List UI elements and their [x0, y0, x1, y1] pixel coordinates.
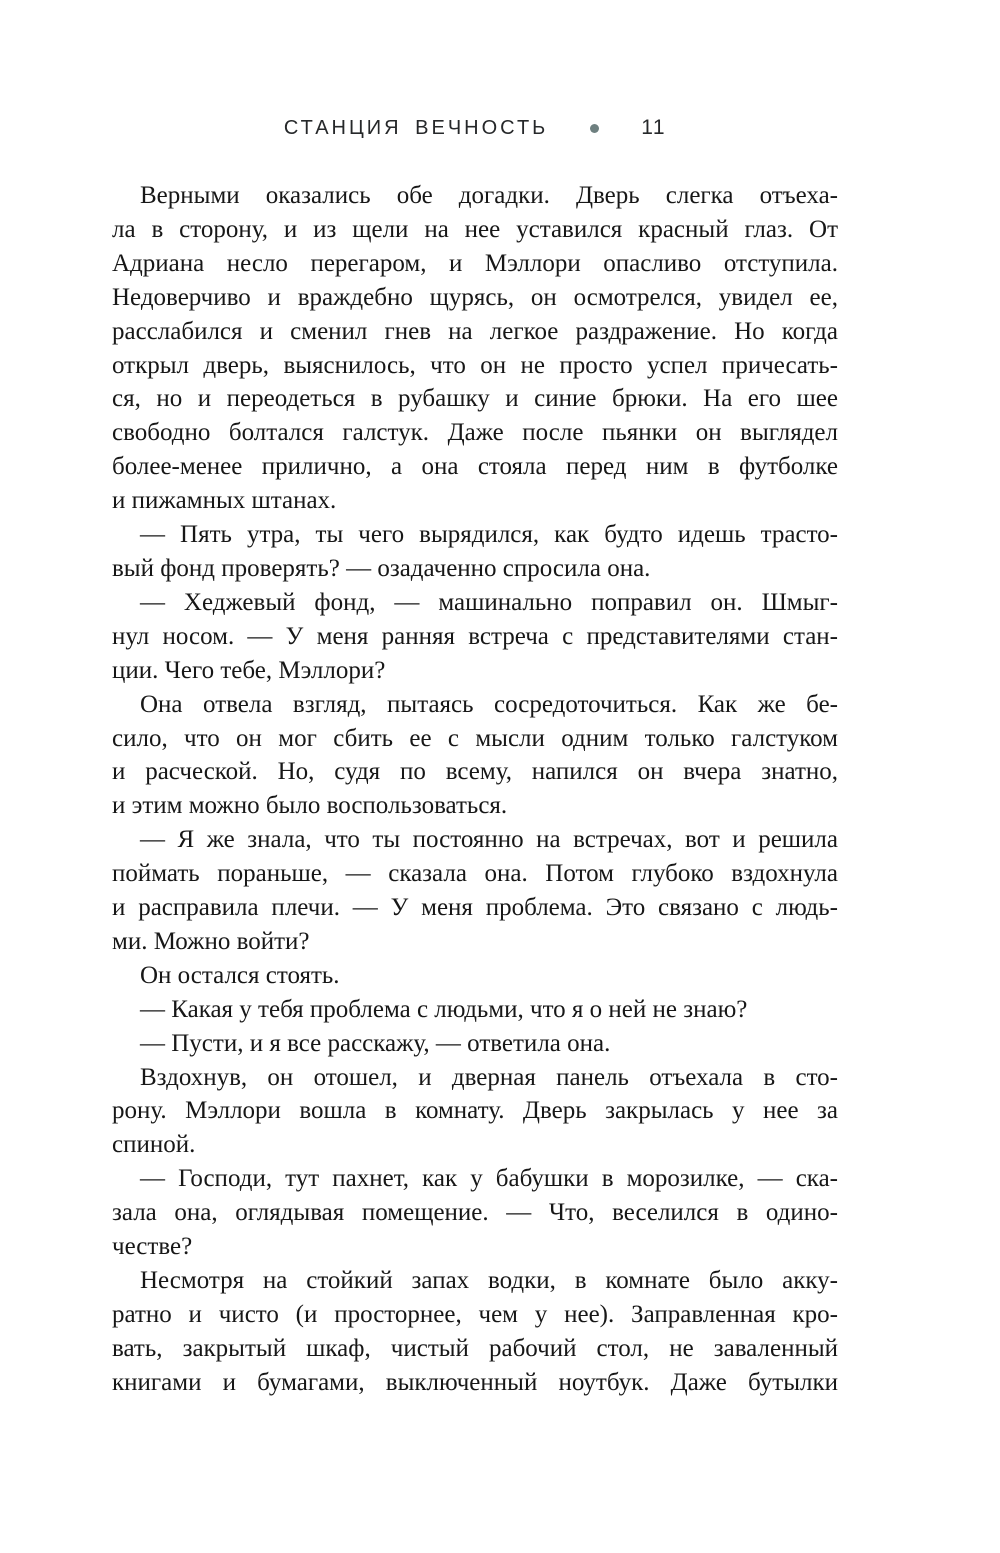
- text-line: расслабился и сменил гнев на легкое раздражение. Но когда: [112, 317, 838, 345]
- text-line: ми. Можно войти?: [112, 927, 310, 955]
- text-line: свободно болтался галстук. Даже после пьянки он выглядел: [112, 419, 838, 447]
- text-line: и расправила плечи. — У меня проблема. Это связано с людь-: [112, 894, 838, 922]
- text-line: — Какая у тебя проблема с людьми, что я о ней не знаю?: [140, 995, 748, 1023]
- text-line: Вздохнув, он отошел, и дверная панель отъехала в сто-: [140, 1063, 838, 1091]
- text-line: и пижамных штанах.: [112, 487, 337, 515]
- text-line: Адриана несло перегаром, и Мэллори опасливо отступила.: [112, 249, 838, 277]
- text-line: Недоверчиво и враждебно щурясь, он осмотрелся, увидел ее,: [112, 283, 838, 311]
- paragraph: [112, 518, 838, 586]
- paragraph: [112, 823, 838, 959]
- page-number: 11: [641, 116, 667, 139]
- text-line: ратно и чисто (и просторнее, чем у нее). Заправленная кро-: [112, 1300, 838, 1328]
- text-line: ла в сторону, и из щели на нее уставился красный глаз. От: [112, 215, 838, 243]
- text-line: — Я же знала, что ты постоянно на встречах, вот и решила: [140, 826, 838, 854]
- text-line: вать, закрытый шкаф, чистый рабочий стол, не заваленный: [112, 1334, 838, 1362]
- text-line: зала она, оглядывая помещение. — Что, веселился в одино-: [112, 1199, 838, 1227]
- text-line: — Хеджевый фонд, — машинально поправил он. Шмыг-: [140, 588, 838, 616]
- paragraph: [112, 959, 838, 993]
- text-line: и этим можно было воспользоваться.: [112, 792, 508, 820]
- text-line: — Пять утра, ты чего вырядился, как будто идешь трасто-: [140, 521, 838, 549]
- paragraph: [112, 993, 838, 1027]
- paragraph: [112, 1027, 838, 1061]
- text-line: спиной.: [112, 1131, 196, 1159]
- text-line: поймать пораньше, — сказала она. Потом глубоко вздохнула: [112, 860, 838, 888]
- text-line: открыл дверь, выяснилось, что он не просто успел причесать-: [112, 351, 838, 379]
- text-line: и расческой. Но, судя по всему, напился он вчера знатно,: [112, 758, 838, 786]
- text-line: нул носом. — У меня ранняя встреча с представителями стан-: [112, 622, 838, 650]
- paragraph: [112, 586, 838, 688]
- running-header: [112, 116, 838, 140]
- text-line: книгами и бумагами, выключенный ноутбук. Даже бутылки: [112, 1368, 838, 1396]
- text-line: рону. Мэллори вошла в комнату. Дверь закрылась у нее за: [112, 1097, 838, 1125]
- text-line: более-менее прилично, а она стояла перед ним в футболке: [112, 453, 838, 481]
- text-line: Несмотря на стойкий запах водки, в комнате было акку-: [140, 1267, 838, 1294]
- text-line: ся, но и переодеться в рубашку и синие брюки. На его шее: [112, 385, 838, 413]
- text-line: честве?: [112, 1233, 193, 1261]
- text-line: вый фонд проверять? — озадаченно спросила она.: [112, 554, 651, 582]
- text-line: ции. Чего тебе, Мэллори?: [112, 656, 386, 684]
- paragraph: [112, 1162, 838, 1264]
- text-line: — Пусти, и я все расскажу, — ответила она.: [140, 1029, 611, 1057]
- text-line: Верными оказались обе догадки. Дверь слегка отъеха-: [140, 182, 838, 209]
- paragraph: [112, 179, 838, 518]
- text-line: Он остался стоять.: [140, 961, 340, 989]
- separator-dot-icon: [590, 124, 599, 133]
- text-line: Она отвела взгляд, пытаясь сосредоточиться. Как же бе-: [140, 690, 838, 718]
- text-line: — Господи, тут пахнет, как у бабушки в морозилке, — ска-: [140, 1165, 838, 1193]
- running-title: СТАНЦИЯ ВЕЧНОСТЬ: [283, 116, 549, 139]
- paragraph: [112, 1061, 838, 1163]
- page-text: [112, 179, 838, 1400]
- text-line: сило, что он мог сбить ее с мысли одним только галстуком: [112, 724, 838, 752]
- paragraph: [112, 688, 838, 824]
- paragraph: [112, 1264, 838, 1400]
